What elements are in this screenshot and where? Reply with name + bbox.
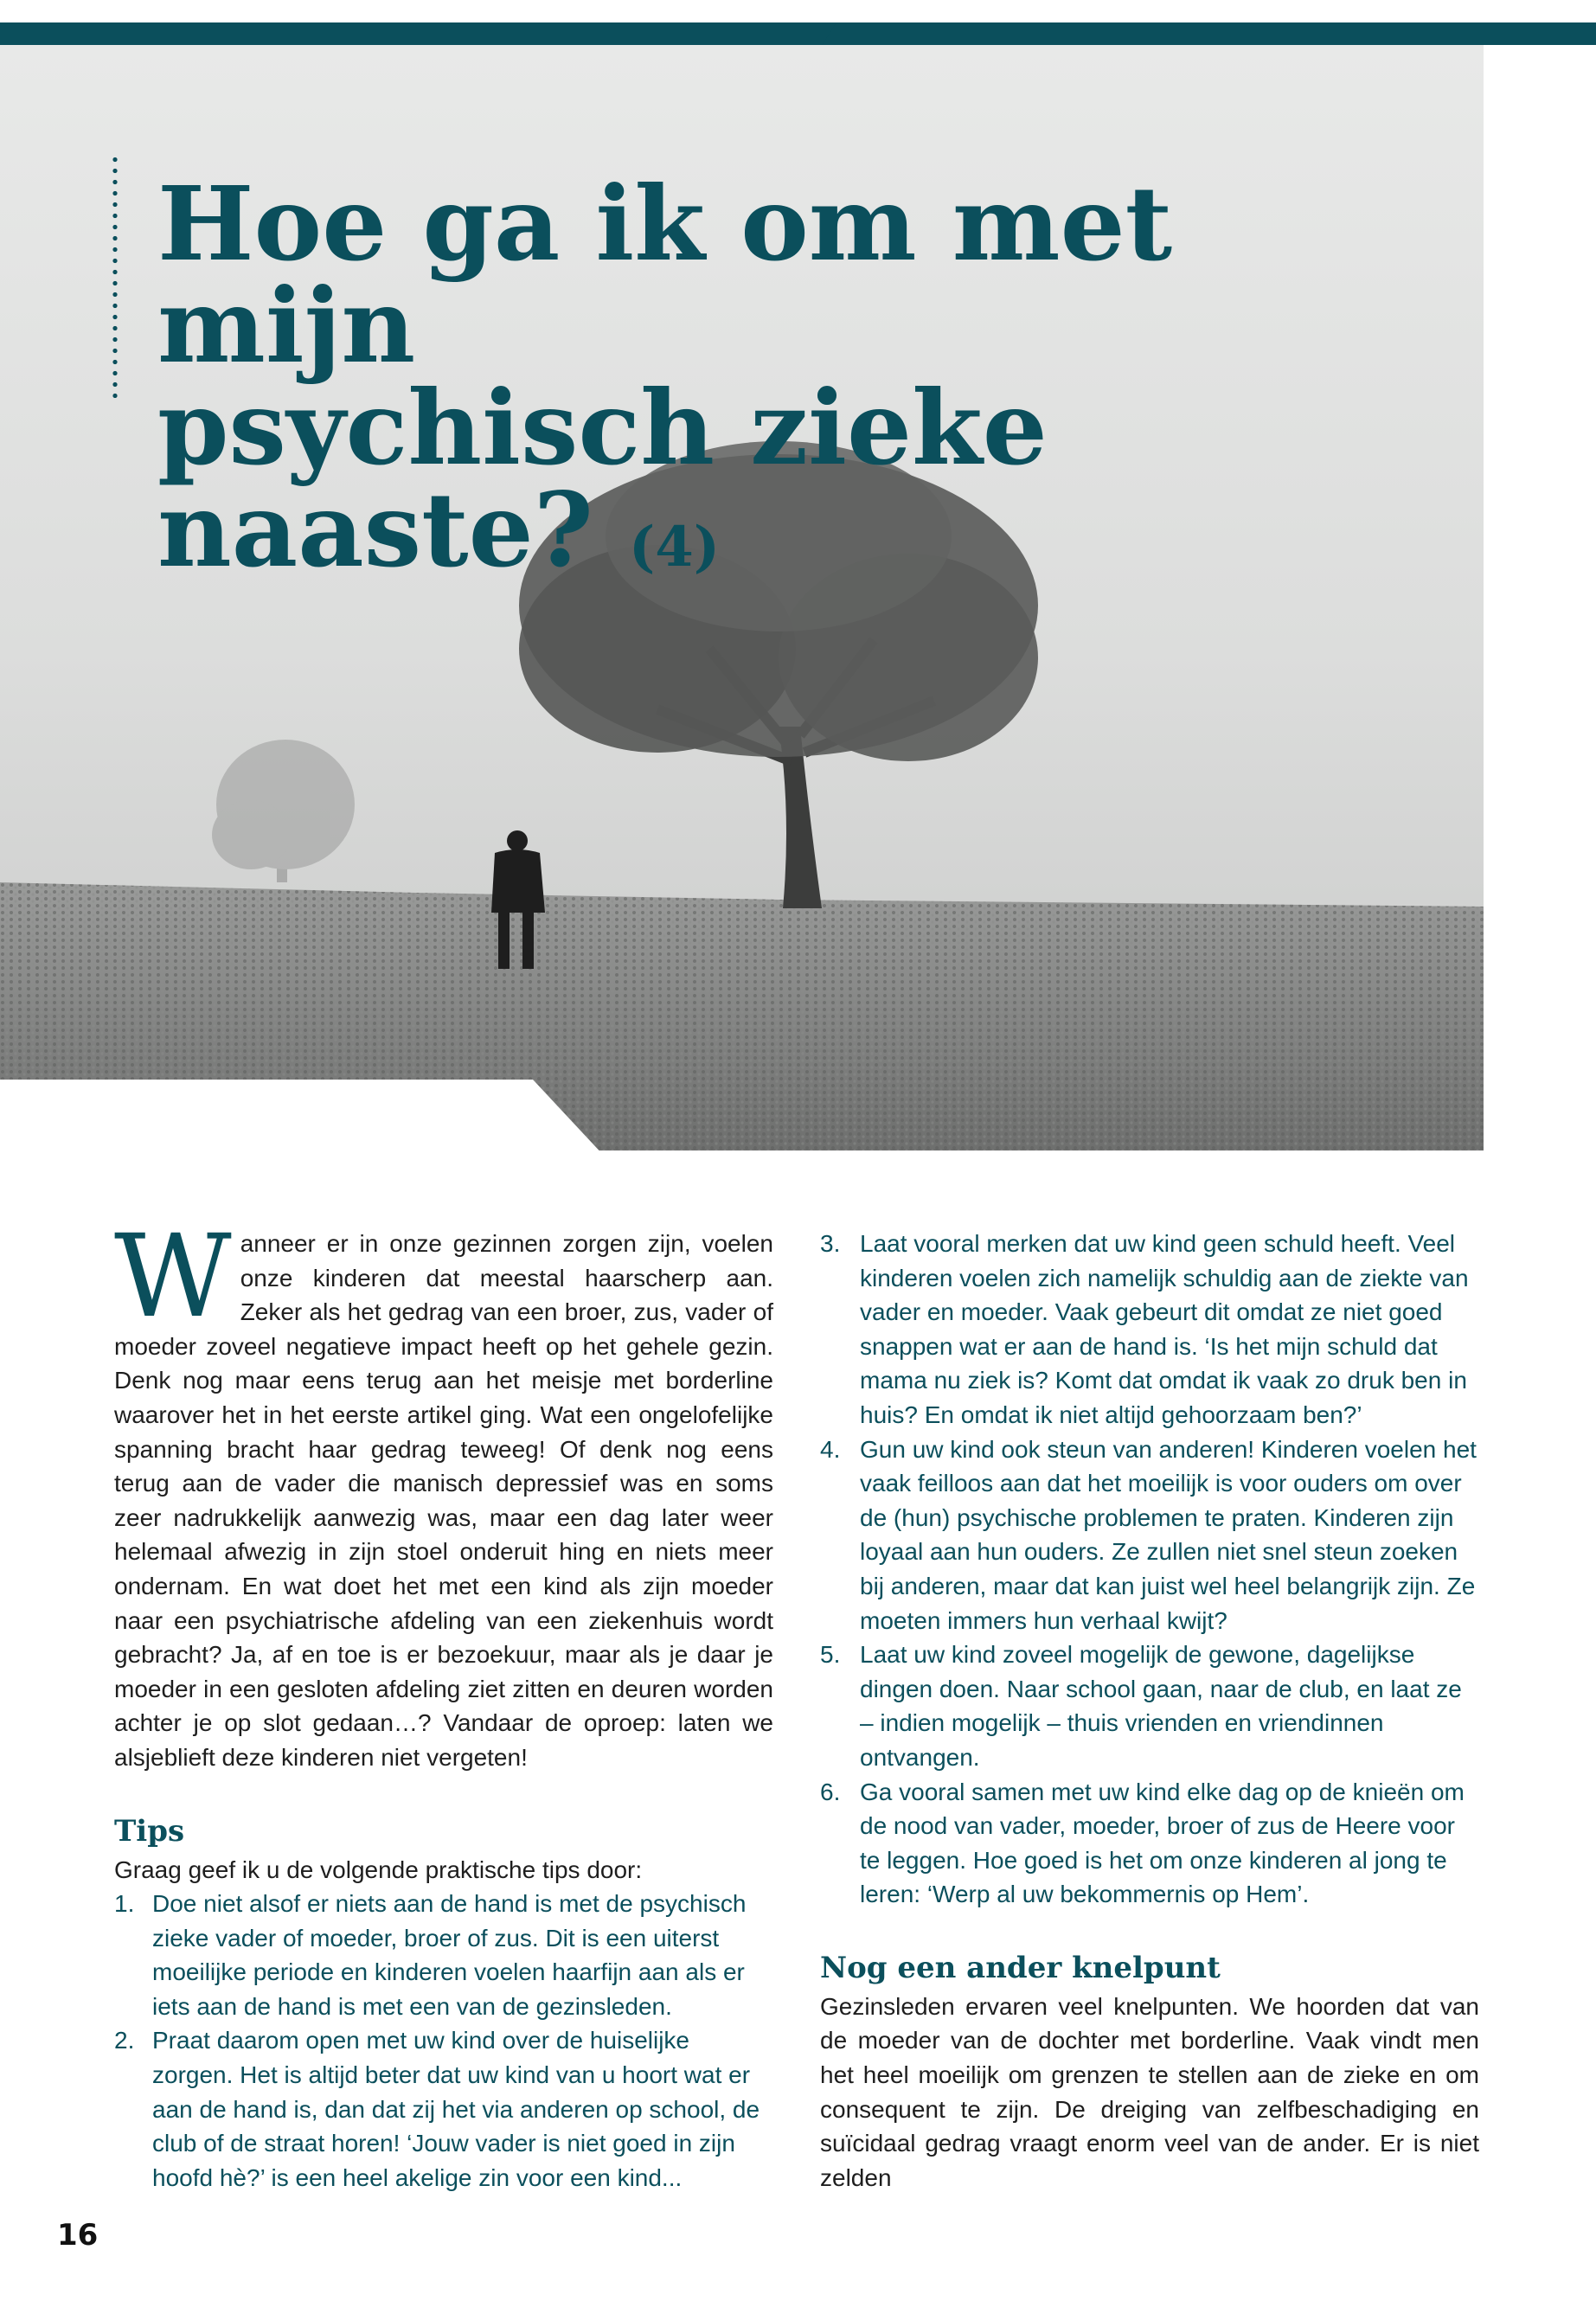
- column-right: [820, 1227, 1479, 2195]
- tips-intro: Graag geef ik u de volgende praktische tips door:: [114, 1856, 643, 1883]
- list-item-text: Laat vooral merken dat uw kind geen schuld heeft. Veel kinderen voelen zich namelijk schuldig aan de ziekte van vader en moeder. Vaak gebeurt dit omdat ze niet goed snappen wat er aan de hand is. ‘Is het mijn schuld dat mama nu ziek is? Komt dat omdat ik vaak zo druk ben in huis? En omdat ik niet altijd gehoorzaam ben?’: [860, 1230, 1469, 1428]
- list-item: [820, 1775, 1479, 1912]
- article-title-number: (4): [628, 515, 721, 580]
- drop-cap: W: [114, 1210, 232, 1343]
- tips-list-left: [114, 1887, 773, 2195]
- list-item-text: Gun uw kind ook steun van anderen! Kinderen voelen het vaak feilloos aan dat het moeilijk is voor ouders om over de (hun) psychische problemen te praten. Kinderen zijn loyaal aan hun ouders. Ze zullen niet snel steun zoeken bij anderen, maar dat kan juist wel heel belangrijk zijn. Ze moeten immers hun verhaal kwijt?: [860, 1435, 1477, 1634]
- list-item-text: Ga vooral samen met uw kind elke dag op de knieën om de nood van vader, moeder, broer of zus de Heere voor te leggen. Hoe goed is het om onze kinderen al jong te leren: ‘Werp al uw bekommernis op Hem’.: [860, 1778, 1465, 1908]
- list-item-number: 2.: [114, 2027, 135, 2054]
- list-item: [820, 1638, 1479, 1774]
- list-item: [820, 1433, 1479, 1638]
- list-item: [820, 1227, 1479, 1433]
- list-item-text: Praat daarom open met uw kind over de huiselijke zorgen. Het is altijd beter dat uw kind van u hoort wat er aan de hand is, dan dat zij het via anderen op school, de club of de straat horen! ‘Jouw vader is niet goed in zijn hoofd hè?’ is een heel akelige zin voor een kind...: [152, 2027, 760, 2191]
- list-item-number: 1.: [114, 1890, 135, 1918]
- section2-heading: Nog een ander knelpunt: [820, 1950, 1221, 1985]
- tips-heading: Tips: [114, 1813, 185, 1849]
- article-title-line1: Hoe ga ik om met mijn: [157, 163, 1173, 386]
- section2-paragraph: Gezinsleden ervaren veel knelpunten. We hoorden dat van de moeder van de dochter met borderline. Vaak vindt men het heel moeilijk om grenzen te stellen aan de zieke en om consequent te zijn. De dreiging van zelfbeschadiging en suïcidaal gedrag vraagt enorm veel van de ander. Er is niet zelden: [820, 1992, 1479, 2191]
- page-number: 16: [57, 2218, 99, 2253]
- list-item-number: 5.: [820, 1641, 841, 1669]
- list-item-text: Laat uw kind zoveel mogelijk de gewone, dagelijkse dingen doen. Naar school gaan, naar de club, en laat ze – indien mogelijk – thuis vrienden en vriendinnen ontvangen.: [860, 1641, 1462, 1771]
- tips-list-right: [820, 1227, 1479, 1912]
- article-title: [157, 163, 1368, 599]
- article-title-line2: psychisch zieke naaste?: [157, 368, 1048, 590]
- distant-tree: [212, 740, 355, 882]
- hero-photo-corner-cut: [0, 1080, 606, 1157]
- list-item-number: 6.: [820, 1778, 841, 1805]
- intro-paragraph: [114, 1210, 773, 1775]
- list-item: [114, 2023, 773, 2195]
- column-left: [114, 1210, 773, 2195]
- title-dotted-rule: [111, 154, 119, 398]
- list-item-text: Doe niet alsof er niets aan de hand is met de psychisch zieke vader of moeder, broer of zus. Dit is een uiterst moeilijke periode en kinderen voelen haarfijn aan als er iets aan de hand is met een van de gezinsleden.: [152, 1890, 747, 2020]
- list-item: [114, 1887, 773, 2023]
- list-item-number: 3.: [820, 1230, 841, 1257]
- list-item-number: 4.: [820, 1435, 841, 1463]
- intro-text: anneer er in onze gezinnen zorgen zijn, voelen onze kinderen dat meestal haarscherp aan. Zeker als het gedrag van een broer, zus, vader of moeder zoveel negatieve impact heeft op het gehele gezin. Denk nog maar eens terug aan het meisje met borderline waarover het in het eerste artikel ging. Wat een ongelofelijke spanning bracht haar gedrag teweeg! Of denk nog eens terug aan de vader die manisch depressief was en soms zeer nadrukkelijk aanwezig was, maar een dag later weer helemaal afwezig in zijn stoel onderuit hing en niets meer ondernam. En wat doet het met een kind als zijn moeder naar een psychiatrische afdeling van een ziekenhuis wordt gebracht? Ja, af en toe is er bezoekuur, maar als je daar je moeder in een gesloten afdeling ziet zitten en deuren worden achter je op slot gedaan…? Vandaar de oproep: laten we alsjeblieft deze kinderen niet vergeten!: [114, 1230, 773, 1771]
